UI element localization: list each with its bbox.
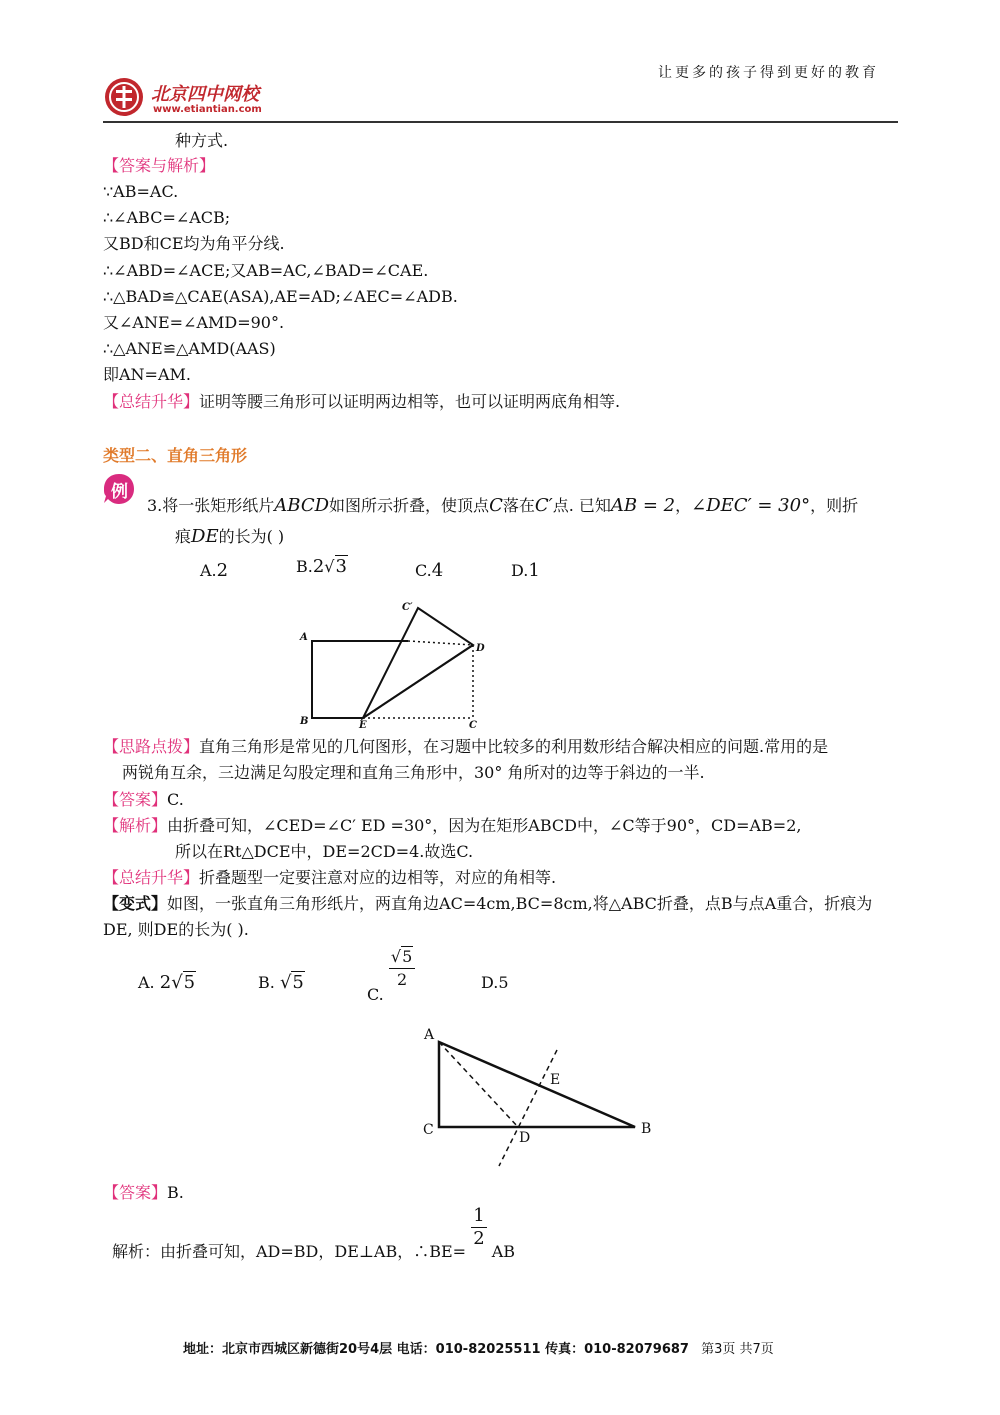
q3-math-c: C (489, 495, 503, 516)
answer2-line (103, 1182, 184, 1204)
option-value: 4 (431, 560, 444, 581)
answer-tag: 【答案】 (103, 790, 168, 809)
analysis-line1 (103, 815, 801, 837)
q3-text: 点. 已知 (552, 496, 611, 515)
option-label: D. (481, 973, 499, 992)
option-label: A. (138, 973, 155, 992)
q3-math-cprime: C′ (534, 495, 553, 516)
option-value: 2 (216, 560, 229, 581)
label-c: C (423, 1122, 434, 1138)
option-label: B. (296, 557, 313, 576)
proof-line: ∴∠ABC=∠ACB; (103, 208, 231, 227)
crease-line (499, 1050, 557, 1166)
variant-text: 如图，一张直角三角形纸片，两直角边AC=4cm,BC=8cm,将△ABC折叠，点B与点A重合，折痕为 (167, 894, 873, 913)
proof-line: ∵AB=AC. (103, 182, 179, 201)
q3-line1 (147, 495, 858, 517)
hint-line1 (103, 736, 828, 758)
crease-de (363, 645, 473, 718)
analysis2-line (112, 1205, 516, 1261)
fraction (389, 946, 415, 991)
option-radicand: 5 (183, 972, 196, 993)
logo-emblem-icon (103, 76, 145, 118)
proof-line: ∴∠ABD=∠ACE;又AB=AC,∠BAD=∠CAE. (103, 261, 429, 280)
header-divider (103, 121, 898, 123)
label-e: E (550, 1072, 561, 1088)
label-cprime: C′ (402, 602, 413, 613)
q3-math-de: DE (191, 526, 219, 547)
answer-text: C. (167, 790, 184, 809)
analysis-tag: 【解析】 (103, 816, 168, 835)
q3-text: 的长为( ) (218, 527, 285, 546)
label-e: E (359, 720, 367, 731)
sqrt: √5 (279, 972, 304, 993)
variant-option-a (138, 972, 196, 994)
summary-tag: 【总结升华】 (103, 868, 200, 887)
q3-text: ，则折 (810, 496, 859, 515)
sqrt: √5 (171, 972, 196, 993)
q3-math-angle: ∠DEC′ = 30° (691, 495, 811, 516)
footer (183, 1338, 774, 1357)
fraction-denominator: 2 (396, 970, 408, 989)
summary-text: 折叠题型一定要注意对应的边相等，对应的角相等. (199, 868, 557, 887)
hint-text: 直角三角形是常见的几何图形，在习题中比较多的利用数形结合解决相应的问题.常用的是 (199, 737, 829, 756)
option-radicand: 3 (335, 556, 347, 577)
option-value: 5 (498, 973, 509, 992)
fraction-numerator (389, 946, 415, 969)
option-label: C. (367, 985, 384, 1004)
fold-line-ad (439, 1042, 518, 1127)
option-value: 1 (528, 560, 540, 581)
option-coef: 2 (312, 556, 325, 577)
option-label: C. (415, 561, 432, 580)
proof-line: 又BD和CE均为角平分线. (103, 234, 285, 253)
q3-option-a (200, 560, 228, 582)
logo-url: www.etiantian.com (153, 104, 262, 115)
q3-math-abcd: ABCD (274, 495, 330, 516)
q3-line2 (175, 526, 284, 548)
option-radicand: 5 (402, 947, 413, 966)
q3-option-c (415, 560, 443, 582)
q3-text: 如图所示折叠，使顶点 (329, 496, 490, 515)
logo (103, 76, 303, 118)
sqrt: √3 (324, 556, 347, 577)
summary-2 (103, 867, 556, 889)
summary-text: 证明等腰三角形可以证明两边相等，也可以证明两底角相等. (199, 392, 621, 411)
example-badge-label: 例 (111, 482, 128, 502)
q3-number: 3. (147, 496, 163, 515)
answer-text: B. (167, 1183, 184, 1202)
summary-tag: 【总结升华】 (103, 392, 200, 411)
fraction (471, 1205, 486, 1250)
sqrt: √5 (390, 947, 413, 966)
hint-line2: 两锐角互余，三边满足勾股定理和直角三角形中，30° 角所对的边等于斜边的一半. (122, 763, 705, 782)
analysis-line2: 所以在Rt△DCE中，DE=2CD=4.故选C. (175, 842, 474, 861)
answer-tag: 【答案】 (103, 1183, 168, 1202)
folded-triangle (363, 608, 473, 718)
variant-tag: 【变式】 (103, 894, 168, 913)
q3-text: 落在 (502, 496, 535, 515)
proof-line: ∴△BAD≌△CAE(ASA),AE=AD;∠AEC=∠ADB. (103, 287, 458, 306)
variant-option-c (367, 946, 415, 1004)
analysis-text: 由折叠可知，∠CED=∠C′ ED =30°，因为在矩形ABCD中，∠C等于90°，CD=AB=2, (167, 816, 802, 835)
logo-name: 北京四中网校 (151, 84, 259, 105)
option-coef: 2 (159, 972, 172, 993)
label-c: C (469, 720, 477, 731)
option-label: A. (200, 561, 217, 580)
answer-analysis-tag: 【答案与解析】 (103, 156, 216, 175)
triangle-abc (439, 1042, 635, 1127)
label-a: A (424, 1027, 435, 1043)
hint-tag: 【思路点拨】 (103, 737, 200, 756)
option-label: D. (511, 561, 529, 580)
q3-text: 将一张矩形纸片 (162, 496, 275, 515)
variant-option-b (258, 972, 305, 994)
q3-option-b (296, 556, 348, 578)
figure-rectangle-fold (290, 600, 510, 735)
section-title: 类型二、直角三角形 (103, 446, 248, 465)
footer-address: 地址：北京市西城区新德街20号4层 电话：010-82025511 传真：010-82079687 (183, 1342, 689, 1357)
label-b: B (300, 716, 309, 727)
variant-line1 (103, 893, 872, 915)
q3-option-d (511, 560, 540, 582)
variant-option-d (481, 972, 509, 994)
label-d: D (519, 1130, 531, 1146)
continued-text: 种方式. (175, 131, 229, 150)
label-b: B (641, 1121, 652, 1137)
proof-line: 即AN=AM. (103, 365, 191, 384)
analysis-text: 解析：由折叠可知，AD=BD，DE⊥AB，∴BE= (112, 1242, 467, 1261)
analysis-text: AB (491, 1242, 516, 1261)
answer-line (103, 789, 184, 811)
q3-math-ab: AB = 2 (610, 495, 676, 516)
label-d: D (476, 643, 485, 654)
summary-1 (103, 391, 620, 413)
fraction-numerator: 1 (473, 1205, 485, 1226)
header-slogan: 让更多的孩子得到更好的教育 (658, 65, 879, 81)
footer-page: 第3页 共7页 (701, 1342, 774, 1357)
fraction-denominator: 2 (473, 1228, 485, 1249)
example-badge (102, 472, 136, 506)
proof-line: ∴△ANE≌△AMD(AAS) (103, 339, 276, 358)
option-label: B. (258, 973, 275, 992)
variant-line2: DE, 则DE的长为( ). (103, 920, 249, 939)
option-radicand: 5 (292, 972, 304, 993)
proof-line: 又∠ANE=∠AMD=90°. (103, 313, 285, 332)
q3-text: 痕 (175, 527, 192, 546)
dotted-edge (408, 641, 473, 645)
rect-edge (312, 641, 408, 718)
figure-right-triangle-fold (415, 1022, 675, 1172)
label-a: A (300, 632, 308, 643)
q3-text: ， (675, 496, 692, 515)
